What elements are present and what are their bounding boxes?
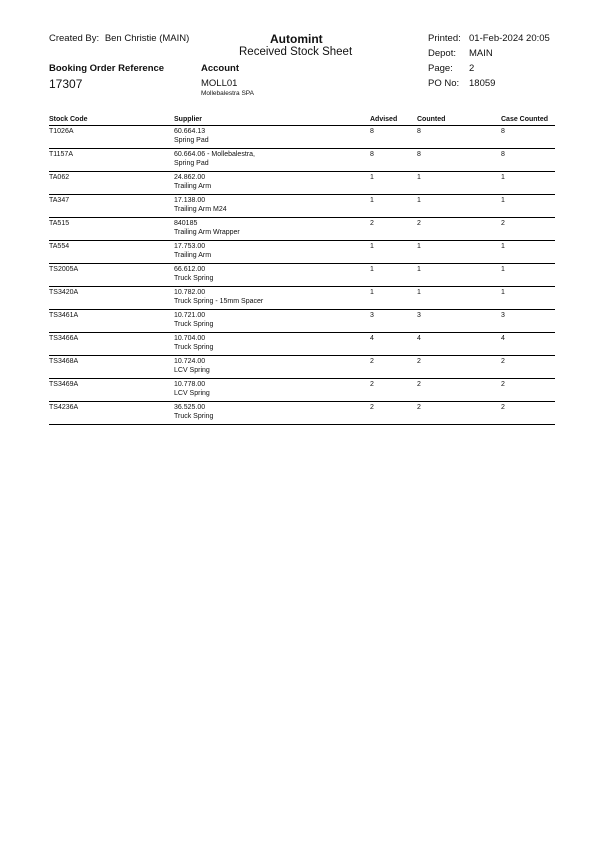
stock-code-cell: T1026A	[49, 126, 174, 149]
supplier-ref: 17.753.00	[174, 243, 206, 250]
page-value: 2	[469, 63, 475, 74]
counted-cell: 8	[417, 149, 501, 172]
case-counted-cell: 2	[501, 379, 555, 402]
item-description: Truck Spring	[174, 412, 214, 420]
supplier-cell	[174, 149, 370, 172]
item-description: LCV Spring	[174, 389, 210, 397]
table-row	[49, 218, 555, 241]
supplier-ref: 60.664.06 - Mollebalestra,	[174, 151, 255, 158]
supplier-cell	[174, 172, 370, 195]
stock-code-cell: TS3420A	[49, 287, 174, 310]
depot-value: MAIN	[469, 48, 493, 59]
stock-table	[49, 113, 555, 425]
table-row	[49, 333, 555, 356]
stock-code-cell: TS2005A	[49, 264, 174, 287]
supplier-ref: 60.664.13	[174, 128, 206, 135]
case-counted-cell: 1	[501, 264, 555, 287]
report-title: Received Stock Sheet	[239, 46, 353, 58]
counted-cell: 2	[417, 218, 501, 241]
po-label: PO No:	[428, 78, 460, 89]
table-row	[49, 356, 555, 379]
counted-cell: 1	[417, 287, 501, 310]
supplier-cell	[174, 333, 370, 356]
column-header-case-counted: Case Counted	[501, 113, 555, 126]
item-description: Spring Pad	[174, 136, 209, 144]
supplier-ref: 10.782.00	[174, 289, 206, 296]
counted-cell: 1	[417, 241, 501, 264]
created-by-value: Ben Christie (MAIN)	[104, 33, 190, 44]
item-description: Trailing Arm	[174, 251, 212, 259]
item-description: Trailing Arm	[174, 182, 212, 190]
supplier-ref: 24.862.00	[174, 174, 206, 181]
case-counted-cell: 4	[501, 333, 555, 356]
supplier-ref: 10.704.00	[174, 335, 206, 342]
counted-cell: 1	[417, 195, 501, 218]
stock-code-cell: TS3468A	[49, 356, 174, 379]
column-header-counted: Counted	[417, 113, 501, 126]
table-row	[49, 402, 555, 425]
supplier-ref: 840185	[174, 220, 198, 227]
supplier-cell	[174, 195, 370, 218]
supplier-ref: 66.612.00	[174, 266, 206, 273]
counted-cell: 3	[417, 310, 501, 333]
counted-cell: 2	[417, 356, 501, 379]
item-description: Trailing Arm Wrapper	[174, 228, 240, 236]
table-header-row	[49, 113, 555, 126]
case-counted-cell: 8	[501, 149, 555, 172]
account-label: Account	[201, 63, 239, 74]
booking-ref-label: Booking Order Reference	[49, 63, 165, 74]
company-name: Automint	[270, 32, 323, 46]
po-value: 18059	[469, 78, 496, 89]
counted-cell: 1	[417, 264, 501, 287]
advised-cell: 2	[370, 402, 417, 425]
counted-cell: 1	[417, 172, 501, 195]
advised-cell: 1	[370, 241, 417, 264]
case-counted-cell: 2	[501, 218, 555, 241]
case-counted-cell: 3	[501, 310, 555, 333]
printed-value: 01-Feb-2024 20:05	[469, 33, 550, 44]
advised-cell: 8	[370, 126, 417, 149]
case-counted-cell: 2	[501, 402, 555, 425]
counted-cell: 2	[417, 402, 501, 425]
advised-cell: 2	[370, 356, 417, 379]
supplier-cell	[174, 402, 370, 425]
supplier-cell	[174, 379, 370, 402]
supplier-cell	[174, 218, 370, 241]
table-row	[49, 287, 555, 310]
advised-cell: 3	[370, 310, 417, 333]
advised-cell: 2	[370, 218, 417, 241]
stock-code-cell: TS3469A	[49, 379, 174, 402]
item-description: Truck Spring	[174, 320, 214, 328]
supplier-ref: 10.721.00	[174, 312, 206, 319]
table-row	[49, 172, 555, 195]
table-row	[49, 126, 555, 149]
supplier-cell	[174, 310, 370, 333]
item-description: Spring Pad	[174, 159, 209, 167]
depot-label: Depot:	[428, 48, 456, 59]
case-counted-cell: 2	[501, 356, 555, 379]
table-row	[49, 241, 555, 264]
counted-cell: 4	[417, 333, 501, 356]
table-row	[49, 379, 555, 402]
supplier-ref: 10.724.00	[174, 358, 206, 365]
advised-cell: 1	[370, 195, 417, 218]
supplier-ref: 36.525.00	[174, 404, 206, 411]
advised-cell: 1	[370, 287, 417, 310]
page-label: Page:	[428, 63, 453, 74]
created-by	[49, 33, 189, 44]
advised-cell: 2	[370, 379, 417, 402]
case-counted-cell: 8	[501, 126, 555, 149]
supplier-cell	[174, 241, 370, 264]
stock-code-cell: TA554	[49, 241, 174, 264]
column-header-advised: Advised	[370, 113, 417, 126]
column-header-supplier: Supplier	[174, 113, 370, 126]
table-row	[49, 149, 555, 172]
supplier-ref: 10.778.00	[174, 381, 206, 388]
account-code: MOLL01	[201, 78, 238, 89]
supplier-cell	[174, 356, 370, 379]
table-row	[49, 310, 555, 333]
printed-label: Printed:	[428, 33, 461, 44]
stock-code-cell: T1157A	[49, 149, 174, 172]
advised-cell: 4	[370, 333, 417, 356]
stock-code-cell: TS3466A	[49, 333, 174, 356]
advised-cell: 8	[370, 149, 417, 172]
stock-code-cell: TA515	[49, 218, 174, 241]
counted-cell: 8	[417, 126, 501, 149]
item-description: Truck Spring	[174, 343, 214, 351]
stock-code-cell: TS3461A	[49, 310, 174, 333]
item-description: LCV Spring	[174, 366, 210, 374]
counted-cell: 2	[417, 379, 501, 402]
account-name: Mollebalestra SPA	[201, 90, 254, 97]
booking-ref-value: 17307	[49, 77, 83, 91]
advised-cell: 1	[370, 264, 417, 287]
table-row	[49, 264, 555, 287]
case-counted-cell: 1	[501, 195, 555, 218]
stock-code-cell: TA347	[49, 195, 174, 218]
table-row	[49, 195, 555, 218]
case-counted-cell: 1	[501, 287, 555, 310]
case-counted-cell: 1	[501, 172, 555, 195]
item-description: Trailing Arm M24	[174, 205, 227, 213]
item-description: Truck Spring	[174, 274, 214, 282]
supplier-ref: 17.138.00	[174, 197, 206, 204]
supplier-cell	[174, 287, 370, 310]
case-counted-cell: 1	[501, 241, 555, 264]
supplier-cell	[174, 126, 370, 149]
supplier-cell	[174, 264, 370, 287]
column-header-stock-code: Stock Code	[49, 113, 174, 126]
created-by-label: Created By:	[49, 33, 100, 44]
stock-code-cell: TS4236A	[49, 402, 174, 425]
item-description: Truck Spring - 15mm Spacer	[174, 297, 264, 305]
advised-cell: 1	[370, 172, 417, 195]
stock-code-cell: TA062	[49, 172, 174, 195]
